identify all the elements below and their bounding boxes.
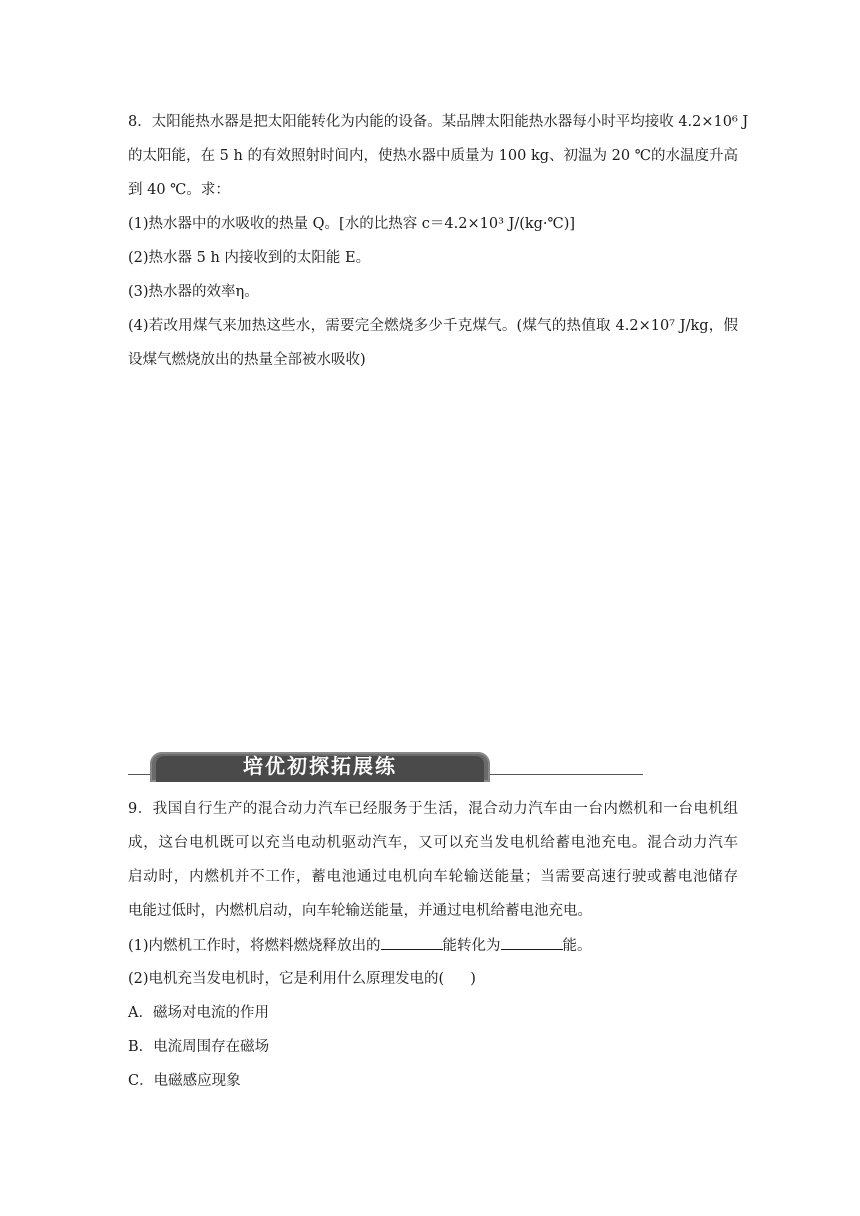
q9-option-b: B．电流周围存在磁场 [128, 1039, 270, 1055]
q8-stem-line-1: 8．太阳能热水器是把太阳能转化为内能的设备。某品牌太阳能热水器每小时平均接收 4.2×10⁶ J [128, 114, 749, 130]
q8-stem-line-3: 到 40 ℃。求： [128, 182, 230, 198]
q9-stem-line-2: 成，这台电机既可以充当电动机驱动汽车，又可以充当发电机给蓄电池充电。混合动力汽车 [128, 835, 738, 851]
q9-stem-line-1: 9．我国自行生产的混合动力汽车已经服务于生活，混合动力汽车由一台内燃机和一台电机组 [128, 801, 738, 817]
q9-part-2: (2)电机充当发电机时，它是利用什么原理发电的( ) [128, 971, 476, 987]
q8-part-4-line-2: 设煤气燃烧放出的热量全部被水吸收) [128, 352, 366, 368]
q8-part-1: (1)热水器中的水吸收的热量 Q。[水的比热容 c＝4.2×10³ J/(kg·℃)] [128, 216, 576, 232]
q8-stem-line-2: 的太阳能，在 5 h 的有效照射时间内，使热水器中质量为 100 kg、初温为 20 ℃的水温度升高 [128, 148, 738, 164]
q9-part-1: (1)内燃机工作时，将燃料燃烧释放出的 能转化为 能。 [128, 935, 738, 956]
q8-part-4-line-1: (4)若改用煤气来加热这些水，需要完全燃烧多少千克煤气。(煤气的热值取 4.2×10⁷ J/kg，假 [128, 318, 738, 334]
answer-blank-1[interactable] [381, 935, 443, 950]
q9-option-a: A．磁场对电流的作用 [128, 1005, 269, 1021]
answer-blank-2[interactable] [501, 935, 563, 950]
q9-stem-line-3: 启动时，内燃机并不工作，蓄电池通过电机向车轮输送能量；当需要高速行驶或蓄电池储存 [128, 869, 738, 885]
section-banner [128, 752, 643, 782]
banner-title: 培优初探拓展练 [243, 754, 397, 778]
banner-tag [150, 752, 490, 782]
q8-part-2: (2)热水器 5 h 内接收到的太阳能 E。 [128, 250, 371, 266]
q8-part-3: (3)热水器的效率η。 [128, 284, 259, 300]
q9-option-c: C．电磁感应现象 [128, 1073, 241, 1089]
q9-stem-line-4: 电能过低时，内燃机启动，向车轮输送能量，并通过电机给蓄电池充电。 [128, 903, 592, 919]
